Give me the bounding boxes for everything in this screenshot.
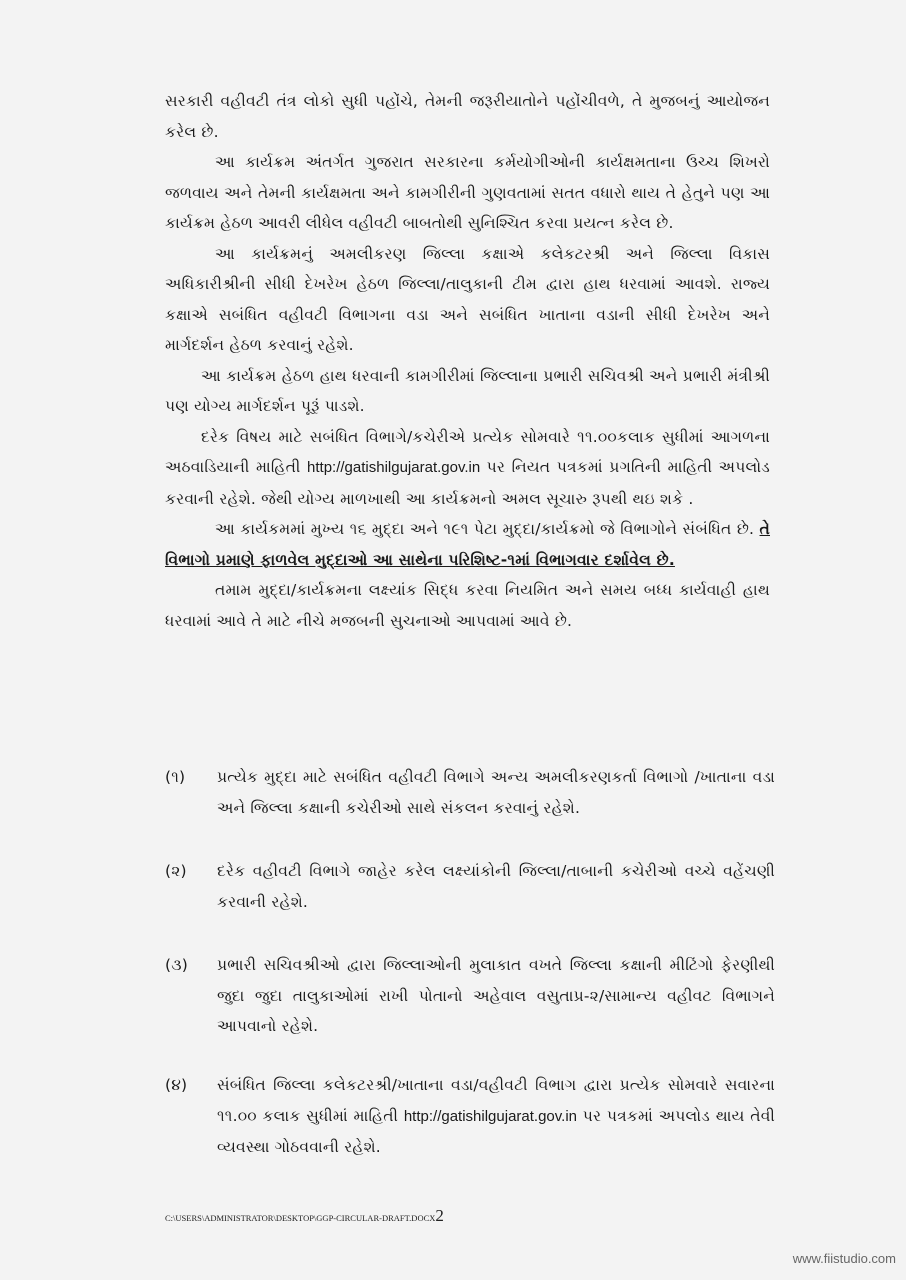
item-text: પ્રભારી સચિવશ્રીઓ દ્વારા જિલ્લાઓની મુલાકાત વખતે જિલ્લા કક્ષાની મીટિંગો ફેરણીથી જુદા જુદા તાલુકાઓમાં રાખી પોતાનો અહેવાલ વસુતાપ્ર-૨/સામાન્ય વહીવટ વિભાગને આપવાનો રહેશે.: [217, 956, 775, 1035]
gatishil-link[interactable]: http://gatishilgujarat.gov.in: [307, 459, 481, 476]
paragraph-points-text: આ કાર્યકમમાં મુખ્ય ૧૬ મુદ્દા અને ૧૯૧ પેટા મુદ્દા/કાર્યક્રમો જે વિભાગોને સંબંધિત છે.: [215, 520, 760, 538]
paragraph-points: [165, 514, 770, 575]
watermark: www.fiistudio.com: [792, 1251, 896, 1266]
paragraph-upload-text-b: પર નિયત પત્રકમાં પ્રગતિની માહિતી અપલોડ કરવાની રહેશે. જેથી યોગ્ય માળખાથી આ કાર્યક્રમનો અમલ સૂચારુ રૂપથી થઇ શકે .: [165, 458, 770, 508]
item-text: દરેક વહીવટી વિભાગે જાહેર કરેલ લક્ષ્યાંકોની જિલ્લા/તાબાની કચેરીઓ વચ્ચે વહેંચણી કરવાની રહેશે.: [217, 862, 775, 911]
paragraph-objective: આ કાર્યક્રમ અંતર્ગત ગુજરાત સરકારના કર્મયોગીઓની કાર્યક્ષમતાના ઉચ્ચ શિખરો જળવાય અને તેમની કાર્યક્ષમતા અને કામગીરીની ગુણવતામાં સતત વધારો થાય તે હેતુને પણ આ કાર્યક્રમ હેઠળ આવરી લીધેલ વહીવટી બાબતોથી સુનિશ્ચિત કરવા પ્રયત્ન કરેલ છે.: [165, 153, 770, 232]
footer: [165, 1206, 444, 1226]
item-text-a: સંબંધિત જિલ્લા કલેકટરશ્રી/ખાતાના વડા/વહીવટી વિભાગ દ્વારા પ્રત્યેક સોમવારે સવારના ૧૧.૦૦ કલાક સુધીમાં માહિતી: [217, 1076, 775, 1125]
paragraph-upload-text-a: દરેક વિષય માટે સબંધિત વિભાગે/કચેરીએ પ્રત્યેક સોમવારે ૧૧.૦૦કલાક સુધીમાં આગળના અઠવાડિયાની માહિતી: [165, 427, 770, 476]
item-number: (૩): [165, 956, 189, 974]
paragraph-instructions: તમામ મુદ્દા/કાર્યક્રમના લક્ષ્યાંક સિદ્ધ કરવા નિયમિત અને સમય બધ્ધ કાર્યવાહી હાથ ધરવામાં આવે તે માટે નીચે મજબની સુચનાઓ આપવામાં આવે છે.: [165, 581, 770, 630]
item-text-b: પર પત્રકમાં અપલોડ થાય તેવી વ્યવસ્થા ગોઠવવાની રહેશે.: [217, 1106, 775, 1156]
item-number: (૪): [165, 1076, 188, 1094]
item-number: (૨): [165, 862, 187, 880]
page-number: 2: [435, 1206, 444, 1225]
item-text: [217, 1070, 775, 1163]
paragraph-intro: સરકારી વહીવટી તંત્ર લોકો સુધી પહોંચે, તેમની જરૂરીયાતોને પહોંચીવળે, તે મુજબનું આયોજન કરેલ છે.: [165, 92, 770, 141]
document-body: [165, 86, 770, 636]
gatishil-link[interactable]: http://gatishilgujarat.gov.in: [403, 1107, 578, 1125]
file-path: C:\USERS\ADMINISTRATOR\DESKTOP\GGP-CIRCULAR-DRAFT.DOCX: [165, 1213, 436, 1223]
item-text: પ્રત્યેક મુદ્દા માટે સબંધિત વહીવટી વિભાગે અન્ય અમલીકરણકર્તા વિભાગો /ખાતાના વડા અને જિલ્લા કક્ષાની કચેરીઓ સાથે સંકલન કરવાનું રહેશે.: [217, 768, 775, 817]
paragraph-implementation: આ કાર્યક્રમનું અમલીકરણ જિલ્લા કક્ષાએ કલેકટરશ્રી અને જિલ્લા વિકાસ અધિકારીશ્રીની સીધી દેખરેખ હેઠળ જિલ્લા/તાલુકાની ટીમ દ્વારા હાથ ધરવામાં આવશે. રાજ્ય કક્ષાએ સબંધિત વહીવટી વિભાગના વડા અને સબંધિત ખાતાના વડાની સીધી દેખરેખ અને માર્ગદર્શન હેઠળ કરવાનું રહેશે.: [165, 244, 770, 354]
item-number: (૧): [165, 768, 186, 786]
paragraph-guidance: આ કાર્યક્રમ હેઠળ હાથ ધરવાની કામગીરીમાં જિલ્લાના પ્રભારી સચિવશ્રી અને પ્રભારી મંત્રીશ્રી પણ યોગ્ય માર્ગદર્શન પૂરૂં પાડશે.: [165, 366, 770, 415]
paragraph-points-emphasis: તે વિભાગો પ્રમાણે ફાળવેલ મુદ્દાઓ આ સાથેના પરિશિષ્ટ-૧માં વિભાગવાર દર્શાવેલ છે.: [165, 520, 770, 569]
paragraph-upload: [165, 422, 770, 515]
